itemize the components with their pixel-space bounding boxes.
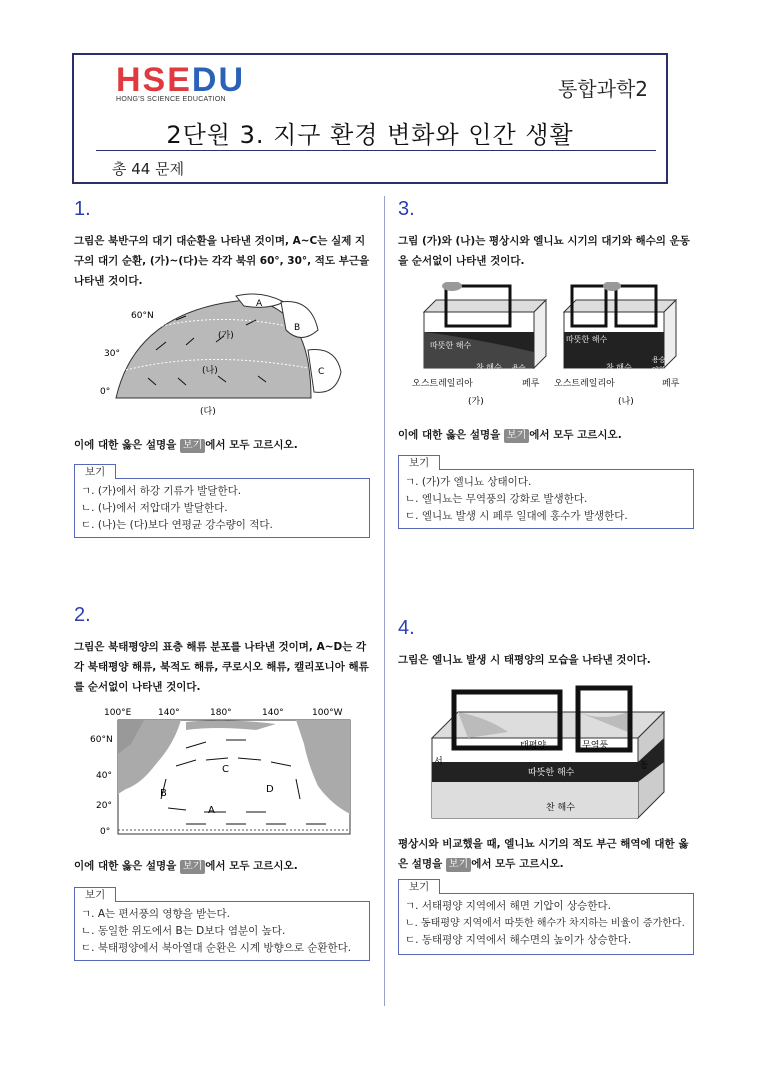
label-ga: (가) — [468, 397, 484, 407]
australia-label: 오스트레일리아 — [412, 379, 473, 389]
lat-60-label: 60°N — [131, 311, 154, 321]
question-text: 그림은 북태평양의 표층 해류 분포를 나타낸 것이며, A~D는 각각 북태평양 해류, 북적도 해류, 쿠로시오 해류, 캘리포니아 해류를 순서없이 나타낸 것이다. — [74, 641, 369, 693]
cold-water-label: 찬 해수 — [606, 363, 632, 372]
q1-bogi-box: 보기 ㄱ. (가)에서 하강 기류가 발달한다. ㄴ. (나)에서 저압대가 발달한다. ㄷ. (나)는 (다)보다 연평균 강수량이 적다. — [74, 478, 370, 538]
label-ga: (가) — [218, 331, 234, 341]
title-divider — [96, 150, 656, 151]
label-na: (나) — [202, 366, 218, 376]
lat-label: 20° — [96, 801, 112, 811]
upwelling-label: 용승 — [652, 356, 666, 364]
lat-label: 40° — [96, 771, 112, 781]
lat-label: 60°N — [90, 735, 113, 745]
label-C: C — [318, 367, 325, 377]
pacific-label: 태평양 — [520, 741, 547, 751]
q3-bogi-box: 보기 ㄱ. (가)가 엘니뇨 상태이다. ㄴ. 엘니뇨는 무역풍의 강화로 발생한다. ㄷ. 엘니뇨 발생 시 페루 일대에 홍수가 발생한다. — [398, 469, 694, 529]
question-text: 그림은 북반구의 대기 대순환을 나타낸 것이며, A~C는 실제 지구의 대기 순환, (가)~(다)는 각각 북위 60°, 30°, 적도 부근을 나타낸 것이다. — [74, 235, 370, 287]
choice-item: ㄱ. (가)에서 하강 기류가 발달한다. — [81, 485, 242, 497]
upwelling-label: 용승 — [512, 364, 526, 372]
choice-item: ㄴ. 동일한 위도에서 B는 D보다 염분이 높다. — [81, 925, 286, 937]
label-C: C — [222, 764, 229, 775]
label-A: A — [208, 805, 215, 816]
question-number: 4. — [398, 617, 415, 639]
west-label: 서 — [434, 757, 443, 767]
peru-label: 페루 — [522, 379, 540, 389]
warm-water-label: 따뜻한 해수 — [528, 768, 575, 778]
choice-item: ㄱ. A는 편서풍의 영향을 받는다. — [81, 908, 230, 920]
lon-label: 140° — [262, 708, 284, 718]
label-D: D — [266, 784, 274, 795]
q3-instruction: 이에 대한 옳은 설명을 보기 에서 모두 고르시오. — [398, 429, 622, 441]
question-number: 1. — [74, 198, 91, 220]
question-1 — [74, 198, 372, 291]
choice-item: ㄱ. (가)가 엘니뇨 상태이다. — [405, 476, 532, 488]
lat-0-label: 0° — [100, 387, 111, 397]
lon-label: 180° — [210, 708, 232, 718]
choice-item: ㄷ. 동태평양 지역에서 해수면의 높이가 상승한다. — [405, 934, 632, 946]
cold-water-label: 찬 해수 — [476, 363, 502, 372]
question-2 — [74, 604, 372, 697]
choice-item: ㄴ. 동태평양 지역에서 따뜻한 해수가 차지하는 비율이 증가한다. — [405, 918, 685, 929]
question-text: 그림은 엘니뇨 발생 시 태평양의 모습을 나타낸 것이다. — [398, 654, 651, 666]
page-title: 2단원 3. 지구 환경 변화와 인간 생활 — [166, 121, 574, 149]
label-da: (다) — [200, 407, 216, 417]
lat-30-label: 30° — [104, 349, 120, 359]
el-nino-pacific-figure — [428, 682, 668, 822]
q4-bogi-box: 보기 ㄱ. 서태평양 지역에서 해면 기압이 상승한다. ㄴ. 동태평양 지역에서 따뜻한 해수가 차지하는 비율이 증가한다. ㄷ. 동태평양 지역에서 해수면의 높이가 상승한다. — [398, 893, 694, 955]
choice-item: ㄴ. (나)에서 저압대가 발달한다. — [81, 502, 228, 514]
lon-label: 140° — [158, 708, 180, 718]
weakening-label: 약화 — [652, 366, 666, 374]
lon-label: 100°W — [312, 708, 343, 718]
label-A: A — [256, 299, 263, 309]
question-number: 2. — [74, 604, 91, 626]
hsedu-logo: HSEDU HONG'S SCIENCE EDUCATION — [116, 61, 246, 103]
label-B: B — [160, 788, 167, 799]
header-box — [72, 53, 668, 184]
label-B: B — [294, 323, 301, 333]
q1-instruction: 이에 대한 옳은 설명을 보기 에서 모두 고르시오. — [74, 439, 298, 451]
ocean-current-figure — [86, 704, 356, 840]
question-number: 3. — [398, 198, 415, 220]
choice-item: ㄱ. 서태평양 지역에서 해면 기압이 상승한다. — [405, 900, 611, 912]
question-count: 총 44 문제 — [112, 160, 185, 178]
question-3 — [398, 198, 696, 271]
q4-instruction: 평상시와 비교했을 때, 엘니뇨 시기의 적도 부근 해역에 대한 옳은 설명을 보기 에서 모두 고르시오. — [398, 838, 689, 870]
lon-label: 100°E — [104, 708, 132, 718]
choice-item: ㄷ. (나)는 (다)보다 연평균 강수량이 적다. — [81, 519, 273, 531]
east-label: 동 — [640, 761, 649, 771]
trade-wind-label: 무역풍 — [582, 741, 609, 751]
warm-water-label: 따뜻한 해수 — [430, 341, 472, 350]
warm-water-label: 따뜻한 해수 — [566, 335, 608, 344]
column-divider — [384, 196, 385, 1006]
cold-water-label: 찬 해수 — [546, 803, 575, 813]
label-na: (나) — [618, 397, 634, 407]
peru-label: 페루 — [662, 379, 680, 389]
choice-item: ㄷ. 북태평양에서 북아열대 순환은 시계 방향으로 순환한다. — [81, 942, 352, 954]
atmospheric-circulation-figure — [96, 290, 356, 420]
choice-item: ㄷ. 엘니뇨 발생 시 페루 일대에 홍수가 발생한다. — [405, 510, 628, 522]
subject-label: 통합과학2 — [557, 77, 648, 101]
australia-label: 오스트레일리아 — [554, 379, 615, 389]
q2-instruction: 이에 대한 옳은 설명을 보기 에서 모두 고르시오. — [74, 860, 298, 872]
el-nino-comparison-figure — [412, 282, 692, 412]
question-text: 그림 (가)와 (나)는 평상시와 엘니뇨 시기의 대기와 해수의 운동을 순서없이 나타낸 것이다. — [398, 235, 690, 267]
lat-label: 0° — [100, 827, 111, 837]
q2-bogi-box: 보기 ㄱ. A는 편서풍의 영향을 받는다. ㄴ. 동일한 위도에서 B는 D보다 염분이 높다. ㄷ. 북태평양에서 북아열대 순환은 시계 방향으로 순환한다. — [74, 901, 370, 961]
choice-item: ㄴ. 엘니뇨는 무역풍의 강화로 발생한다. — [405, 493, 588, 505]
question-4 — [398, 617, 696, 670]
